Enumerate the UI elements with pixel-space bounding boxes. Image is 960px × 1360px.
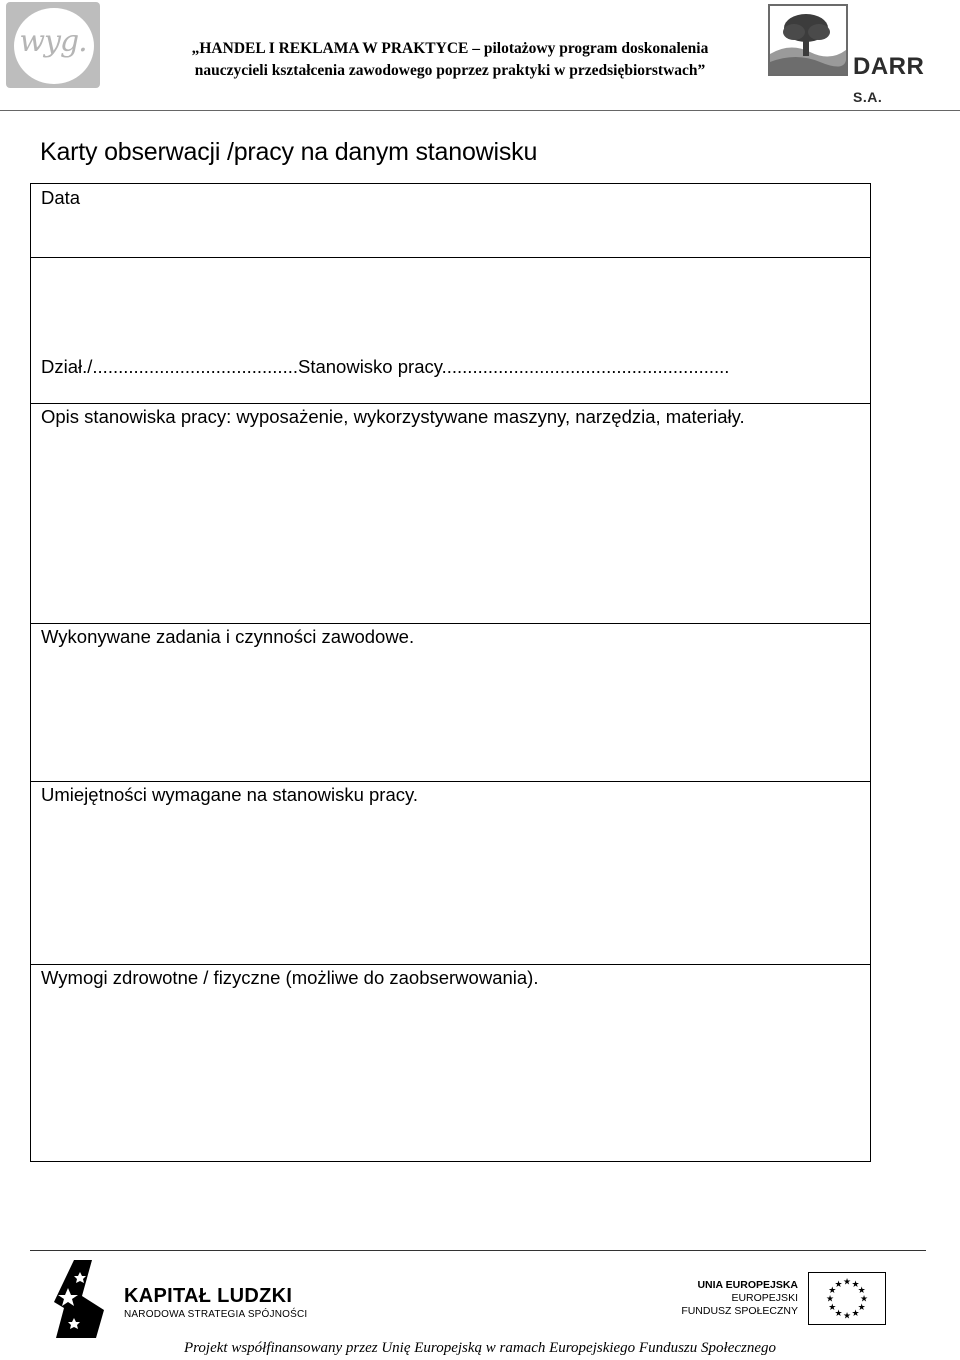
eu-fund-text (660, 1279, 798, 1318)
kapital-ludzki-subtitle: NARODOWA STRATEGIA SPÓJNOŚCI (124, 1309, 308, 1320)
cofinancing-note: Projekt współfinansowany przez Unię Europejską w ramach Europejskiego Funduszu Społecznego (183, 1340, 777, 1356)
health-requirements-bold: Wymogi zdrowotne / fizyczne (41, 967, 281, 988)
form-divider (31, 781, 870, 782)
eu-star: ★ (842, 1310, 852, 1321)
department-field-label: Dział./........................................Stanowisko pracy........................................................ (41, 356, 730, 377)
darr-logo-text: DARR S.A. (853, 53, 925, 105)
eu-star: ★ (828, 1302, 837, 1312)
workstation-description-bold: Opis stanowiska pracy: (41, 406, 232, 427)
workstation-description-label (41, 406, 745, 428)
observation-form (30, 183, 871, 1162)
project-title-line1: „HANDEL I REKLAMA W PRAKTYCE – pilotażowy program doskonalenia (191, 40, 709, 57)
eu-star: ★ (834, 1278, 843, 1289)
eu-line-3: FUNDUSZ SPOŁECZNY (681, 1305, 798, 1317)
form-divider (31, 623, 870, 624)
form-divider (31, 964, 870, 965)
eu-star: ★ (851, 1308, 860, 1319)
eu-star: ★ (857, 1285, 866, 1295)
eu-line-1: UNIA EUROPEJSKA (697, 1279, 798, 1291)
workstation-description-rest: wyposażenie, wykorzystywane maszyny, narzędzia, materiały. (231, 406, 745, 427)
form-divider (31, 403, 870, 404)
eu-line-2: EUROPEJSKI (731, 1292, 798, 1304)
project-title (150, 38, 750, 82)
wyg-logo-icon: wyg. (6, 2, 100, 88)
kapital-ludzki-title: KAPITAŁ LUDZKI (124, 1285, 293, 1307)
eu-star: ★ (825, 1293, 835, 1304)
date-field-label: Data (41, 187, 81, 208)
header-divider (0, 110, 960, 111)
footer-divider (30, 1250, 926, 1251)
health-requirements-label (41, 967, 538, 989)
eu-star: ★ (834, 1308, 843, 1319)
skills-field-label: Umiejętności wymagane na stanowisku pracy. (41, 784, 419, 805)
eu-star: ★ (842, 1276, 852, 1287)
kapital-ludzki-icon (52, 1258, 108, 1340)
tasks-field-label: Wykonywane zadania i czynności zawodowe. (41, 626, 415, 647)
eu-flag-icon (808, 1272, 886, 1325)
eu-star: ★ (828, 1285, 837, 1295)
health-requirements-rest: (możliwe do zaobserwowania). (280, 967, 539, 988)
document-title: Karty obserwacji /pracy na danym stanowisku (40, 138, 538, 166)
eu-star: ★ (857, 1302, 866, 1312)
eu-star: ★ (851, 1278, 860, 1289)
eu-star: ★ (859, 1293, 869, 1304)
project-title-line2: nauczycieli kształcenia zawodowego poprzez praktyki w przedsiębiorstwach” (194, 62, 706, 79)
form-divider (31, 257, 870, 258)
darr-tree-icon (768, 4, 848, 76)
